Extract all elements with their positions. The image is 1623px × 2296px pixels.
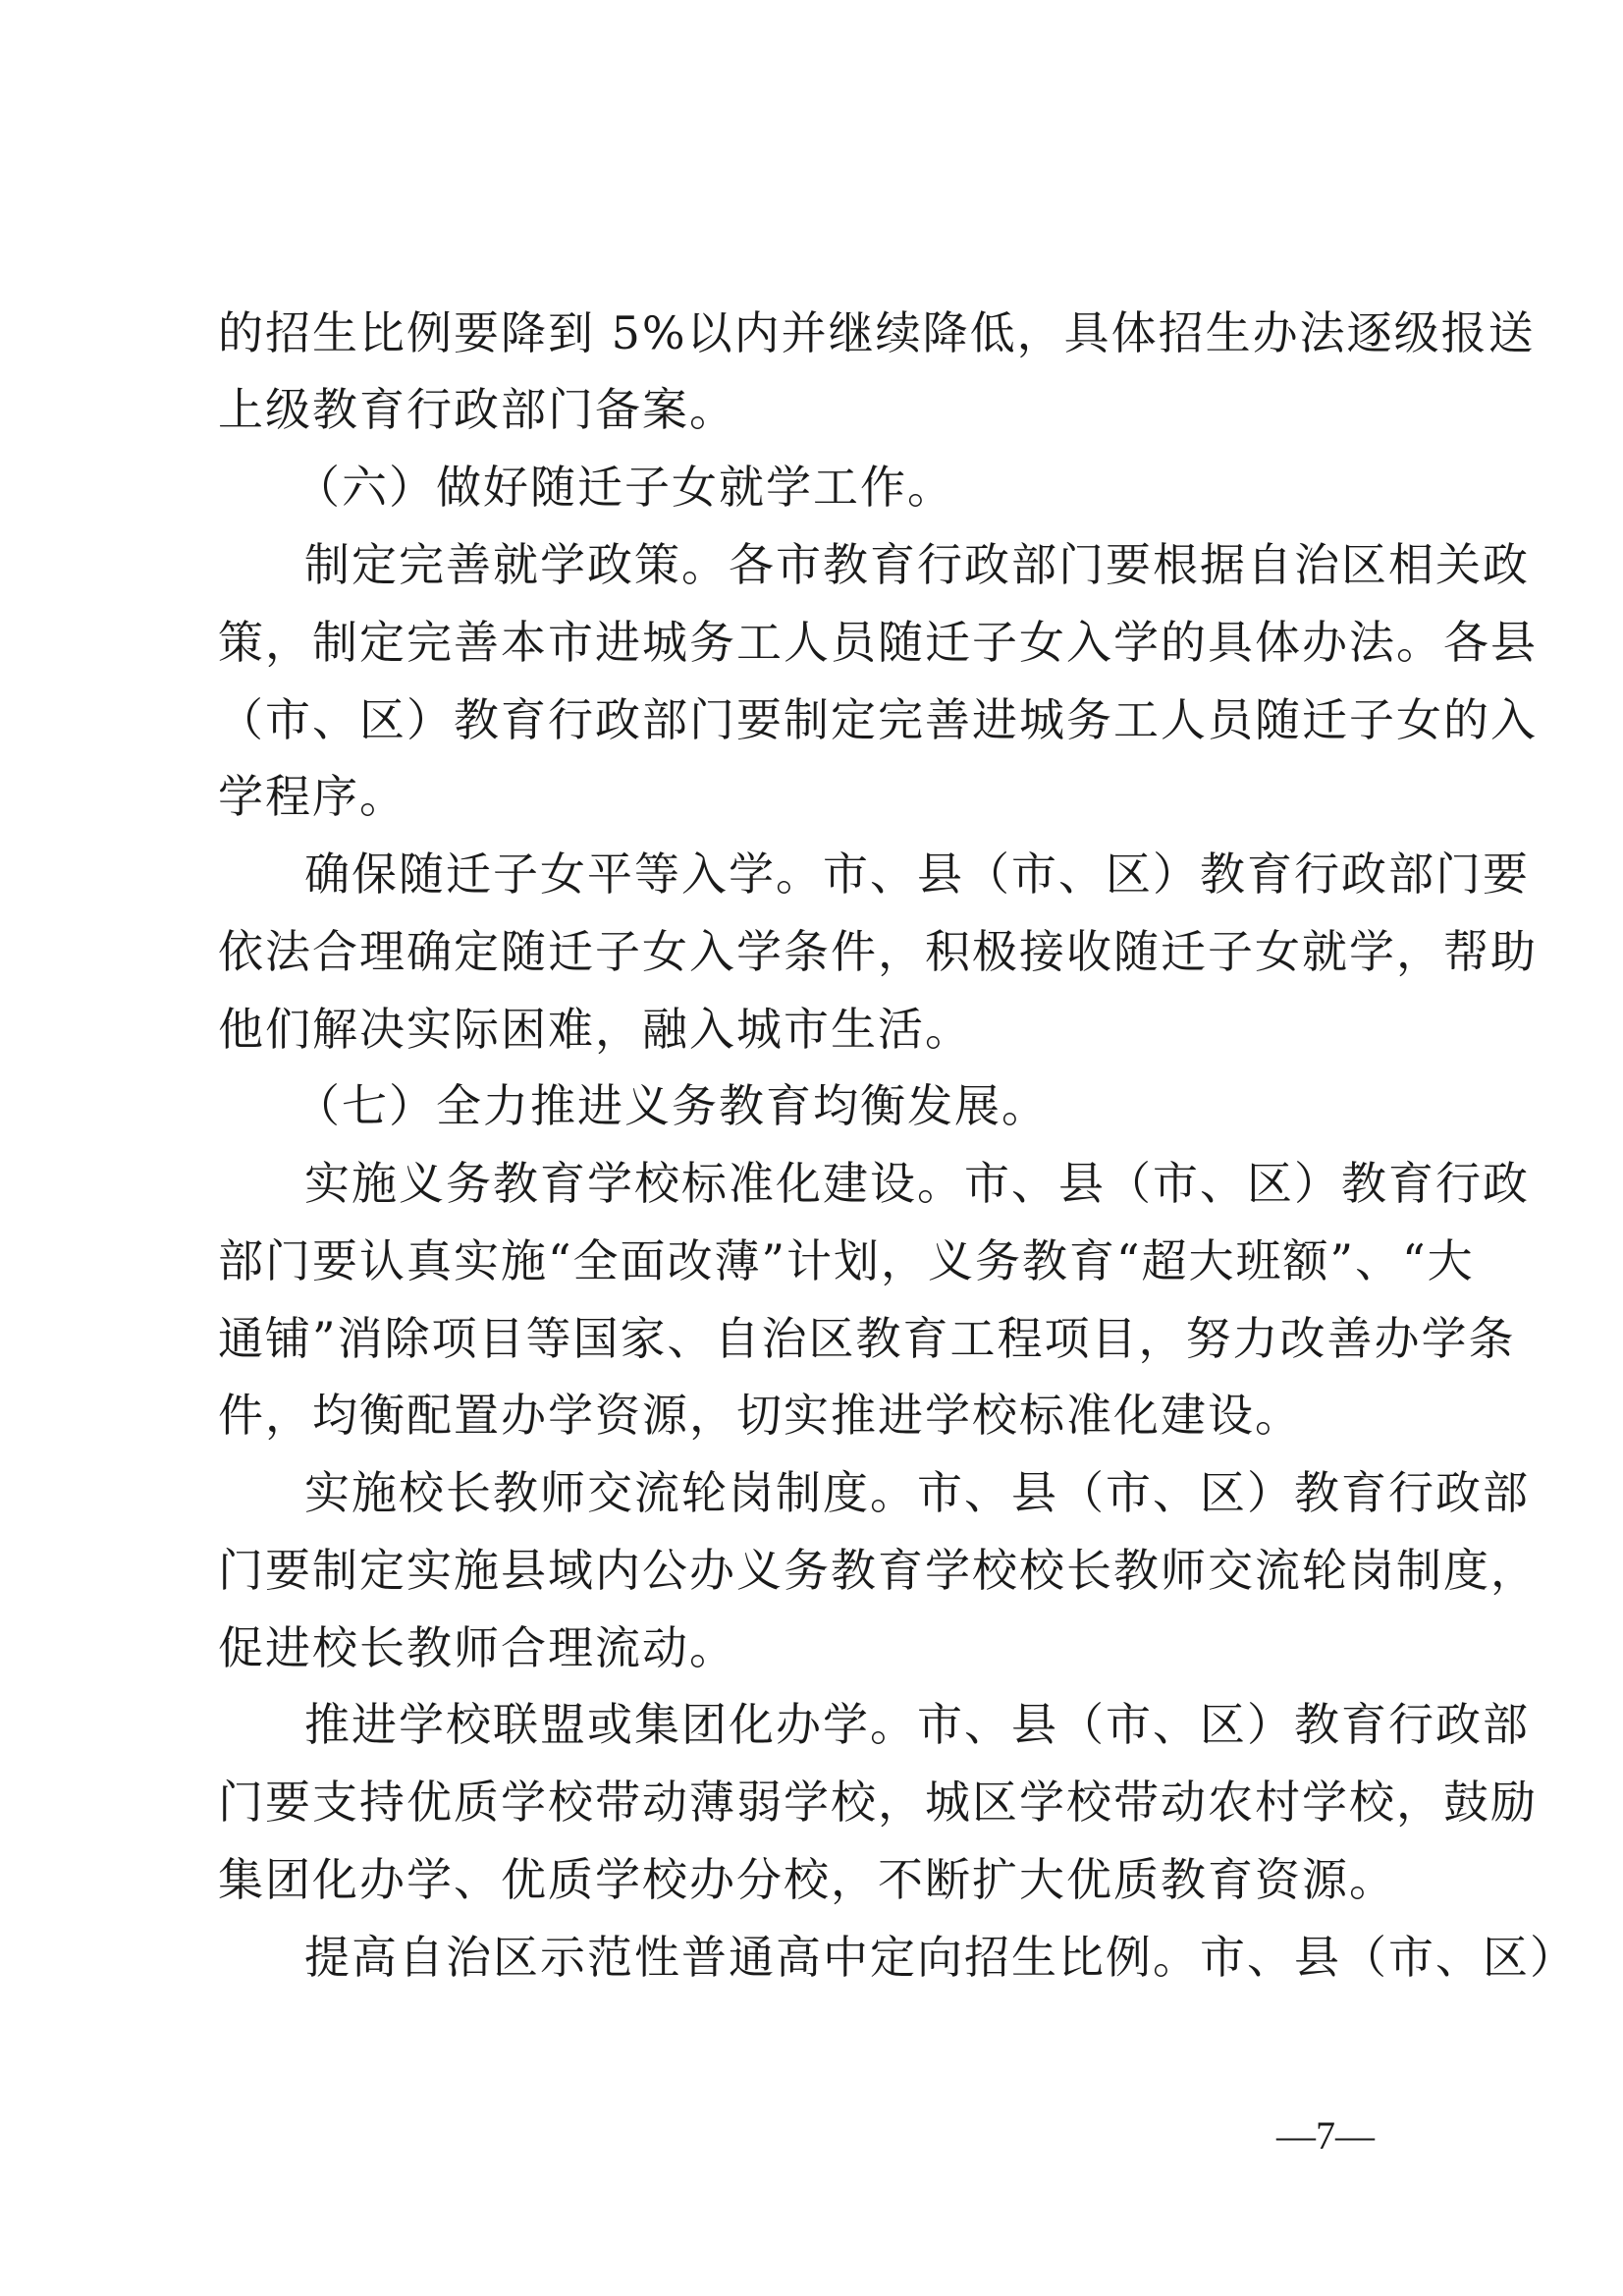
text-line: 策，制定完善本市进城务工人员随迁子女入学的具体办法。各县 [218, 616, 1538, 669]
text-line: 学程序。 [218, 770, 406, 823]
text-line: 提高自治区示范性普通高中定向招生比例。市、县（市、区） [304, 1931, 1577, 1984]
text-line: 制定完善就学政策。各市教育行政部门要根据自治区相关政 [304, 538, 1530, 591]
section-heading: （七）全力推进义务教育均衡发展。 [295, 1079, 1049, 1132]
text-line: 他们解决实际困难，融入城市生活。 [218, 1003, 972, 1056]
text-line: 推进学校联盟或集团化办学。市、县（市、区）教育行政部 [304, 1698, 1530, 1751]
page-number: —7— [1276, 2113, 1375, 2158]
text-line: 实施校长教师交流轮岗制度。市、县（市、区）教育行政部 [304, 1466, 1530, 1519]
text-line: 通铺”消除项目等国家、自治区教育工程项目，努力改善办学条 [218, 1312, 1516, 1365]
text-line: 门要制定实施县域内公办义务教育学校校长教师交流轮岗制度， [218, 1544, 1538, 1597]
text-line: 促进校长教师合理流动。 [218, 1621, 736, 1674]
text-line: 上级教育行政部门备案。 [218, 383, 736, 436]
text-line: 部门要认真实施“全面改薄”计划，义务教育“超大班额”、“大 [218, 1234, 1475, 1287]
text-line: 门要支持优质学校带动薄弱学校，城区学校带动农村学校，鼓励 [218, 1776, 1538, 1829]
section-heading: （六）做好随迁子女就学工作。 [295, 461, 954, 514]
text-line: 依法合理确定随迁子女入学条件，积极接收随迁子女就学，帮助 [218, 925, 1538, 978]
text-line: 的招生比例要降到 5%以内并继续降低，具体招生办法逐级报送 [218, 306, 1536, 359]
text-line: 确保随迁子女平等入学。市、县（市、区）教育行政部门要 [304, 847, 1530, 901]
text-line: （市、区）教育行政部门要制定完善进城务工人员随迁子女的入 [218, 693, 1538, 746]
text-line: 实施义务教育学校标准化建设。市、县（市、区）教育行政 [304, 1157, 1530, 1210]
text-line: 件，均衡配置办学资源，切实推进学校标准化建设。 [218, 1389, 1302, 1442]
text-line: 集团化办学、优质学校办分校，不断扩大优质教育资源。 [218, 1853, 1396, 1906]
